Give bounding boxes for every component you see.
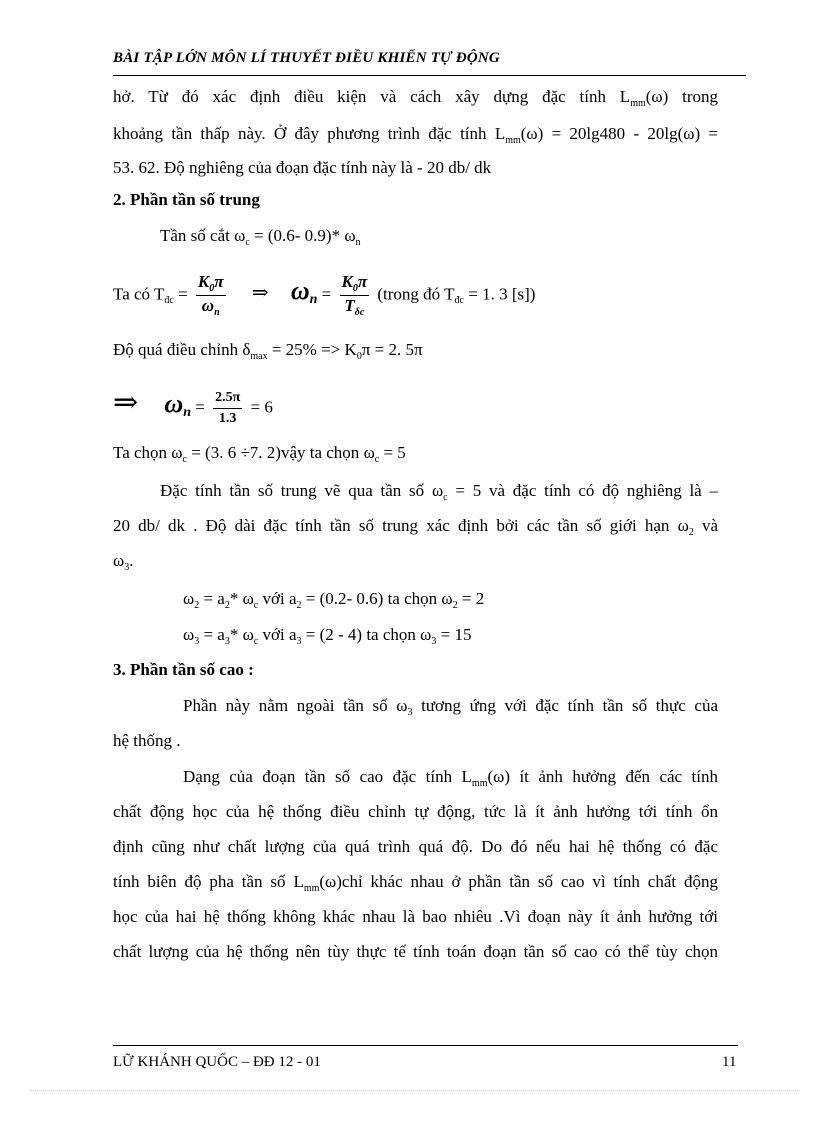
footer-divider — [113, 1045, 738, 1046]
formula-line: $\omega_3 = a_3*$ $\omega_c$ với $a_3 = (2 - 4)$ ta chọn $\omega_3 = 15$ — [183, 625, 472, 647]
fraction: $\frac{K_0\pi}{T_{\delta c}}$ — [341, 272, 368, 318]
paragraph-line: khoảng tần thấp này. Ở đây phương trình đặc tính $L_{mm}(\omega) = 20\lg 480 - 20\lg(\omega)$ = — [113, 124, 718, 146]
paragraph-line: Phần này nằm ngoài tần số $\omega_3$ tương ứng với đặc tính tần số thực của — [183, 696, 718, 718]
section-heading: 3. Phần tần số cao : — [113, 660, 254, 679]
paragraph-line: 53. 62. Độ nghiêng của đoạn đặc tính này là - 20 db/ dk — [113, 158, 492, 177]
fraction: $\frac{2.5\pi}{1.3}$ — [215, 390, 241, 426]
page-header: BÀI TẬP LỚN MÔN LÍ THUYẾT ĐIỀU KHIỂN TỰ ĐỘNG — [113, 50, 500, 66]
paragraph-line: tính biên độ pha tần số $L_{mm}(\omega)chỉ$ khác nhau ở phần tần số cao vì tính chất động — [113, 872, 718, 894]
page-number: 11 — [722, 1054, 737, 1070]
formula-line: Ta có $T_{đc}$ = $\frac{K_0\pi}{\omega_n}$ ⇒ ωn = $\frac{K_0\pi}{T_{\delta c}}$ (trong đó $T_{đc} = 1$. 3 [s]) — [113, 272, 536, 318]
paragraph-line: hở. Từ đó xác định điều kiện và cách xây dựng đặc tính $L_{mm}(\omega)$ trong — [113, 87, 718, 109]
fraction: $\frac{K_0\pi}{\omega_n}$ — [197, 272, 224, 318]
header-divider — [113, 75, 746, 76]
formula-line: Độ quá điều chỉnh $\delta_{max} = 25\% => K_0\pi = 2$. 5π — [113, 340, 423, 362]
paragraph-line: định cũng như chất lượng của quá trình quá độ. Do đó nếu hai hệ thống có đặc — [113, 837, 718, 856]
implies-arrow: ⇒ — [251, 282, 269, 305]
section-heading: 2. Phần tần số trung — [113, 190, 260, 209]
paragraph-line: Dạng của đoạn tần số cao đặc tính $L_{mm}(\omega)$ ít ảnh hưởng đến các tính — [183, 767, 718, 789]
paragraph-line: $\omega_3$. — [113, 551, 134, 573]
formula-line: ⇒ ωn = $\frac{2.5\pi}{1.3}$ = 6 — [113, 388, 273, 429]
paragraph-line: Ta chọn $\omega_c = (3$. 6 ÷7. 2)vậy ta chọn $\omega_c = 5$ — [113, 443, 406, 465]
paragraph-line: Đặc tính tần số trung vẽ qua tần số $\omega_c = 5$ và đặc tính có độ nghiêng là – — [160, 481, 718, 503]
paragraph-line: chất lượng của hệ thống nên tùy thực tế tính toán đoạn tần số cao có thể tùy chọn — [113, 942, 718, 961]
page-edge-dots — [30, 1090, 800, 1091]
paragraph-line: 20 db/ dk . Độ dài đặc tính tần số trung xác định bởi các tần số giới hạn $\omega_2$ và — [113, 516, 718, 538]
paragraph-line: chất động học của hệ thống điều chỉnh tự động, tức là ít ảnh hưởng tới tính ổn — [113, 802, 718, 821]
formula-line: $\omega_2 = a_2*$ $\omega_c$ với $a_2 = (0.2-$ 0.6) ta chọn $\omega_2 = 2$ — [183, 589, 485, 611]
paragraph-line: hệ thống . — [113, 731, 181, 750]
footer-author: LỮ KHÁNH QUỐC – ĐĐ 12 - 01 — [113, 1054, 321, 1070]
formula-line: Tần số cắt $\omega_c = (0.6-$ 0.9)* $\omega_n$ — [160, 226, 361, 248]
paragraph-line: học của hai hệ thống không khác nhau là bao nhiêu .Vì đoạn này ít ảnh hưởng tới — [113, 907, 718, 926]
